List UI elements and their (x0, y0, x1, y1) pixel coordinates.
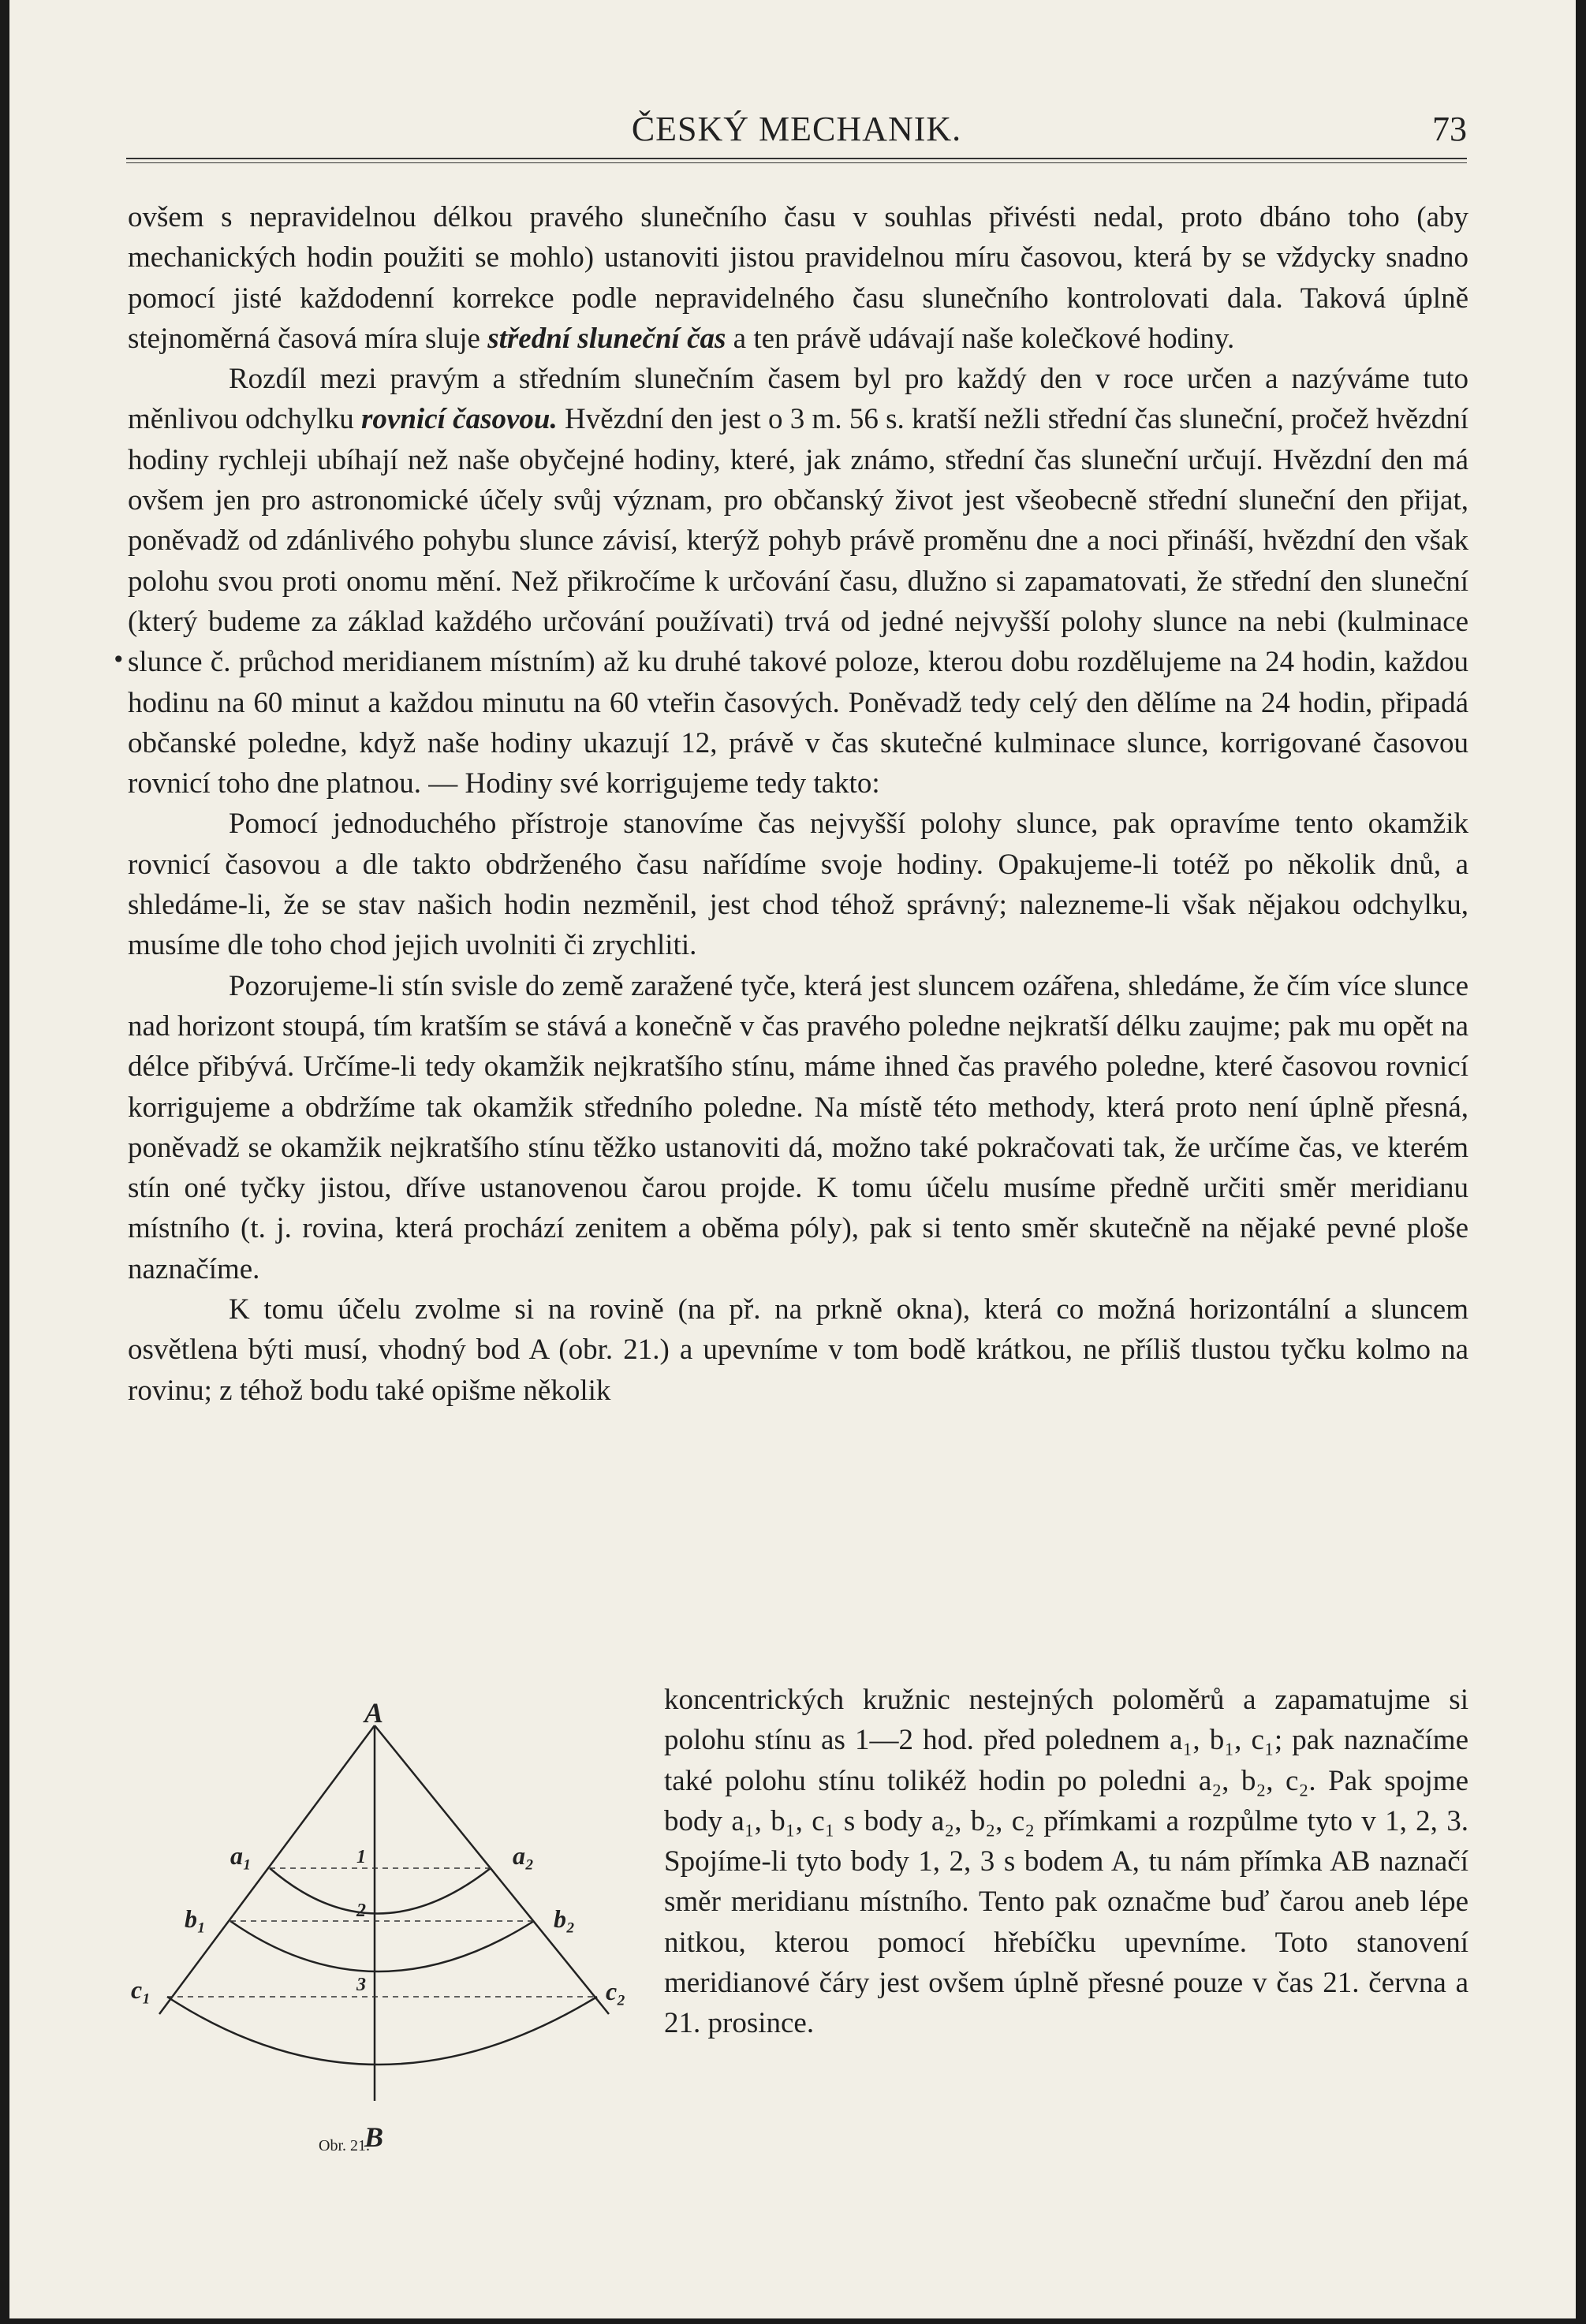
label-a1: a₁ (230, 1841, 252, 1870)
arc-c (167, 1997, 597, 2065)
paragraph-5-top: K tomu účelu zvolme si na rovině (na př. na prkně okna), která co možná horizontální a sluncem osvětlena býti musí, vhodný bod A (obr. 21.) a upevníme v tom bodě krátkou, ne příliš tlustou tyčku kolmo na rovinu; z téhož bodu také opišme několik (128, 1293, 1468, 1407)
label-3: 3 (356, 1975, 366, 1995)
label-1: 1 (356, 1847, 366, 1867)
label-b2: b₂ (554, 1904, 576, 1933)
page-number: 73 (1432, 110, 1467, 148)
header-rule-thin (126, 162, 1467, 163)
scanned-page (9, 0, 1576, 2318)
label-c2: c₂ (606, 1977, 626, 2005)
figure-section (128, 1680, 1468, 2188)
margin-mark: • (112, 647, 125, 673)
paragraph-1: ovšem s nepravidelnou délkou pravého slunečního času v souhlas přivésti nedal, proto dbáno toho (aby mechanických hodin použiti se mohlo) ustanoviti jistou pravidelnou míru časovou, která by se vždycky snadno pomocí jisté každodenní korrekce podle nepravidelného času slunečního kontrolovati dala. Taková úplně stejnoměrná časová míra sluje střední sluneční čas a ten právě udávají naše kolečkové hodiny. (128, 201, 1468, 355)
paragraph-3: Pomocí jednoduchého přístroje stanovíme čas nejvyšší polohy slunce, pak opravíme tento okamžik rovnicí časovou a dle takto obdrženého času nařídíme svoje hodiny. Opakujeme-li totéž po několik dnů, a shledáme-li, že se stav našich hodin nezměnil, jest chod téhož správný; nalezneme-li však nějakou odchylku, musíme dle toho chod jejich uvolniti či zrychliti. (128, 808, 1468, 962)
figure-21 (128, 1691, 640, 2188)
paragraph-4: Pozorujeme-li stín svisle do země zaražené tyče, která jest sluncem ozářena, shledáme, že čím více slunce nad horizont stoupá, tím kratším se stává a konečně v čas pravého poledne nejkratší délku zaujme; pak mu opět na délce přibývá. Určíme-li tedy okamžik nejkratšího stínu, máme ihned čas pravého poledne, které časovou rovnicí korrigujeme a obdržíme tak okamžik středního poledne. Na místě této methody, která proto není úplně přesná, poněvadž se okamžik nejkratšího stínu těžko ustanoviti dá, možno také pokračovati tak, že určíme čas, ve kterém stín oné tyčky jistou, dříve ustanovenou čarou projde. K tomu účelu musíme předně určiti směr meridianu místního (t. j. rovina, která prochází zenitem a oběma póly), pak si tento směr skutečně na nějaké pevné ploše naznačíme. (128, 969, 1468, 1285)
label-b1: b₁ (185, 1904, 207, 1933)
paragraph-2: Rozdíl mezi pravým a středním slunečním časem byl pro každý den v roce určen a nazýváme tuto měnlivou odchylku rovnicí časovou. Hvězdní den jest o 3 m. 56 s. kratší nežli střední čas sluneční, pročež hvězdní hodiny rychleji ubíhají než naše obyčejné hodiny, které, jak známo, střední čas sluneční určují. Hvězdní den má ovšem jen pro astronomické účely svůj význam, pro občanský život jest všeobecně střední sluneční den přijat, poněvadž od zdánlivého pohybu slunce závisí, kterýž pohyb právě proměnu dne a noci přináší, hvězdní den však polohu svou proti onomu mění. Než přikročíme k určování času, dlužno si zapamatovati, že střední den sluneční (který budeme za základ každého určování používati) trvá od jedné nejvyšší polohy slunce na nebi (kulminace slunce č. průchod meridianem místním) až ku druhé takové poloze, kterou dobu rozdělujeme na 24 hodin, každou hodinu na 60 minut a každou minutu na 60 vteřin časových. Poněvadž tedy celý den dělíme na 24 hodin, připadá občanské poledne, když naše hodiny ukazují 12, právě v čas skutečné kulminace slunce, korrigované časovou rovnicí toho dne platnou. — Hodiny své korrigujeme tedy takto: (128, 363, 1468, 800)
paragraph-5-side: koncentrických kružnic nestejných poloměrů a zapamatujme si polohu stínu as 1—2 hod. před polednem a₁, b₁, c₁; pak naznačíme také polohu stínu tolikéž hodin po poledni a₂, b₂, c₂. Pak spojme body a₁, b₁, c₁ s body a₂, b₂, c₂ přímkami a rozpůlme tyto v 1, 2, 3. Spojíme-li tyto body 1, 2, 3 s bodem A, tu nám přímka AB naznačí směr meridianu místního. Tento pak označme buď čarou aneb lépe nitkou, kterou pomocí hřebíčku upevníme. Toto stanovení meridianové čáry jest ovšem úplně přesné pouze v čas 21. června a 21. prosince. (664, 1684, 1468, 2040)
label-c1: c₁ (131, 1975, 151, 2004)
arc-b (230, 1921, 534, 1971)
running-title: ČESKÝ MECHANIK. (631, 110, 962, 148)
page-header (126, 109, 1467, 156)
label-A: A (364, 1697, 384, 1729)
right-ray (375, 1725, 609, 2014)
term-stredni-slunecni-cas: střední sluneční čas (487, 322, 726, 355)
label-2: 2 (356, 1901, 366, 1921)
left-ray (159, 1725, 375, 2014)
body-text (128, 197, 1468, 1411)
term-rovnice-casova: rovnicí časovou. (361, 403, 558, 436)
arc-a (270, 1868, 491, 1914)
header-rule (126, 158, 1467, 159)
label-a2: a₂ (513, 1841, 535, 1870)
meridian-diagram (128, 1691, 640, 2164)
figure-caption: Obr. 21. (319, 2137, 370, 2154)
label-B: B (364, 2121, 384, 2153)
